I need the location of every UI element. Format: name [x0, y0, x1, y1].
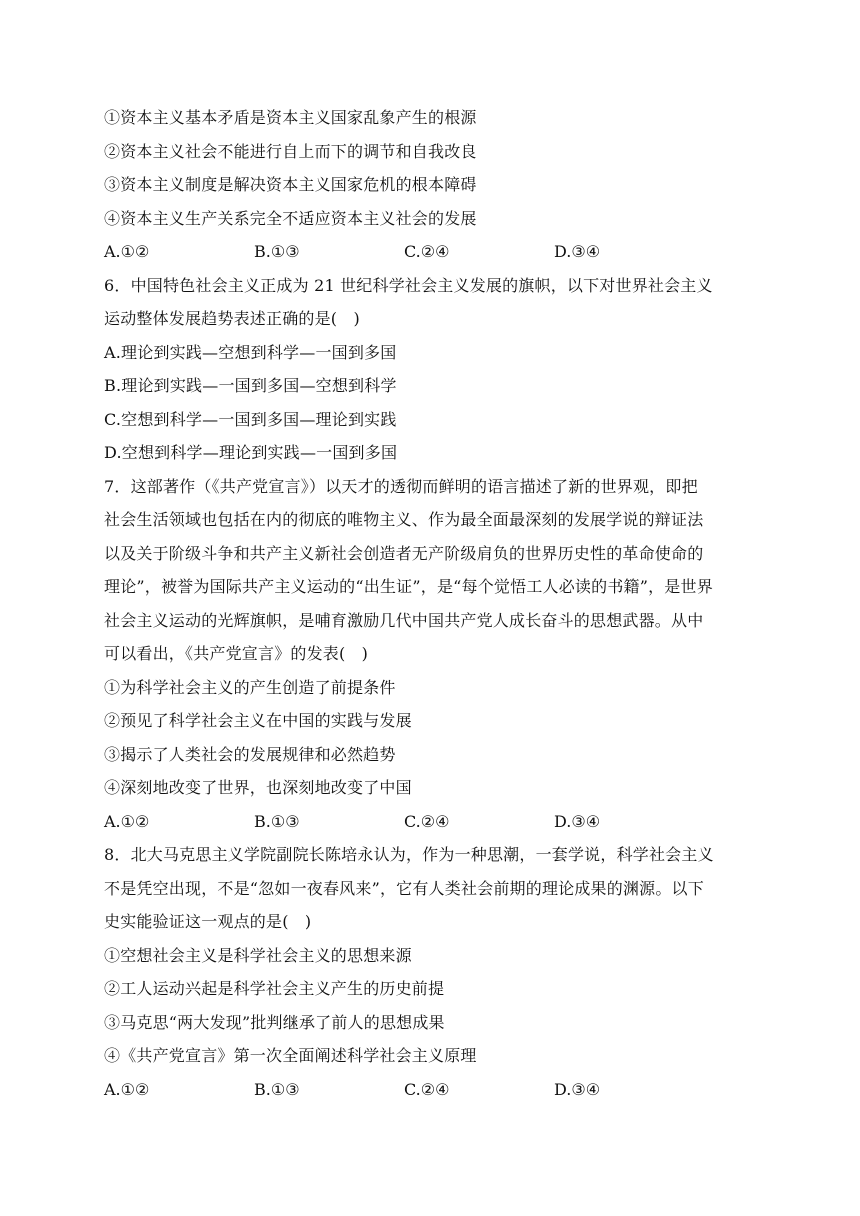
- q8-option-c: C.②④: [404, 1079, 450, 1099]
- q7-stem-line-1: 7．这部著作（《共产党宣言》）以天才的透彻而鲜明的语言描述了新的世界观，即把: [104, 476, 698, 496]
- q8-stem-line-2: 不是凭空出现，不是“忽如一夜春风来”，它有人类社会前期的理论成果的渊源。以下: [104, 878, 704, 898]
- q5-options: [104, 235, 764, 269]
- q5-item-3: ③资本主义制度是解决资本主义国家危机的根本障碍: [104, 175, 477, 194]
- q7-stem-line-4: 理论”，被誉为国际共产主义运动的“出生证”，是“每个觉悟工人必读的书籍”，是世界: [104, 577, 713, 596]
- q7-item-3: ③揭示了人类社会的发展规律和必然趋势: [104, 744, 396, 764]
- q8-item-3: ③马克思“两大发现”批判继承了前人的思想成果: [104, 1012, 445, 1032]
- q5-option-b: B.①③: [254, 242, 300, 261]
- q7-stem-line-3: 以及关于阶级斗争和共产主义新社会创造者无产阶级肩负的世界历史性的革命使命的: [104, 543, 704, 563]
- q7-option-c: C.②④: [404, 811, 450, 831]
- q8-stem-line-1: 8．北大马克思主义学院副院长陈培永认为，作为一种思潮，一套学说，科学社会主义: [104, 845, 714, 864]
- q8-options: [104, 1073, 764, 1107]
- q6-stem-line-2: 运动整体发展趋势表述正确的是( ): [104, 309, 360, 328]
- q5-option-c: C.②④: [404, 242, 450, 261]
- q8-item-1: ①空想社会主义是科学社会主义的思想来源: [104, 945, 412, 965]
- q7-item-2: ②预见了科学社会主义在中国的实践与发展: [104, 711, 412, 730]
- page-content: [104, 101, 764, 1106]
- q5-item-1: ①资本主义基本矛盾是资本主义国家乱象产生的根源: [104, 108, 477, 127]
- q8-item-2: ②工人运动兴起是科学社会主义产生的历史前提: [104, 979, 445, 998]
- q7-stem-line-2: 社会生活领域也包括在内的彻底的唯物主义、作为最全面最深刻的发展学说的辩证法: [104, 510, 704, 529]
- question-6: [104, 269, 764, 470]
- q8-option-d: D.③④: [554, 1079, 601, 1099]
- q8-stem-line-3: 史实能验证这一观点的是( ): [104, 912, 312, 931]
- q7-option-b: B.①③: [254, 811, 300, 831]
- q6-choice-b: B.理论到实践—一国到多国—空想到科学: [104, 376, 397, 395]
- q7-option-d: D.③④: [554, 811, 601, 831]
- q5-item-4: ④资本主义生产关系完全不适应资本主义社会的发展: [104, 208, 477, 228]
- q5-item-2: ②资本主义社会不能进行自上而下的调节和自我改良: [104, 141, 477, 161]
- q8-item-4: ④《共产党宣言》第一次全面阐述科学社会主义原理: [104, 1046, 477, 1065]
- q8-option-b: B.①③: [254, 1079, 300, 1099]
- q6-choice-a: A.理论到实践—空想到科学—一国到多国: [104, 342, 397, 362]
- q7-item-4: ④深刻地改变了世界，也深刻地改变了中国: [104, 778, 412, 797]
- q6-stem-line-1: 6．中国特色社会主义正成为 21 世纪科学社会主义发展的旗帜，以下对世界社会主义: [104, 275, 713, 295]
- q7-option-a: A.①②: [104, 811, 150, 831]
- q7-item-1: ①为科学社会主义的产生创造了前提条件: [104, 677, 396, 697]
- q7-stem-line-6: 可以看出，《共产党宣言》的发表( ): [104, 644, 369, 663]
- q7-options: [104, 805, 764, 839]
- question-5: [104, 101, 764, 269]
- question-8: [104, 838, 764, 1106]
- q5-option-d: D.③④: [554, 242, 601, 261]
- q6-choice-d: D.空想到科学—理论到实践—一国到多国: [104, 443, 398, 462]
- q5-option-a: A.①②: [104, 242, 150, 261]
- question-7: [104, 470, 764, 839]
- q6-choice-c: C.空想到科学—一国到多国—理论到实践: [104, 409, 397, 429]
- q7-stem-line-5: 社会主义运动的光辉旗帜，是哺育激励几代中国共产党人成长奋斗的思想武器。从中: [104, 610, 704, 630]
- q8-option-a: A.①②: [104, 1079, 150, 1099]
